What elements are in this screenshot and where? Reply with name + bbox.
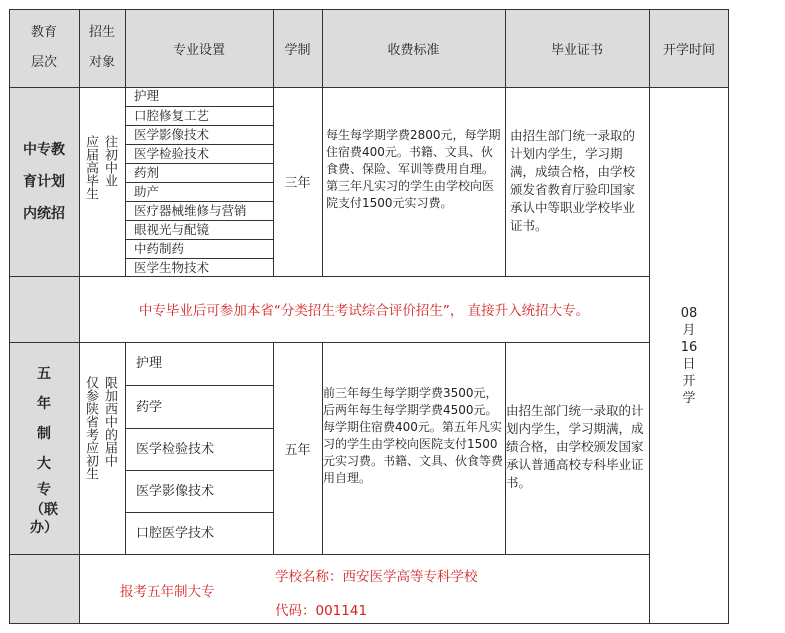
- wunian-level-line7: 办）: [30, 520, 58, 536]
- footer-school-code: 代码：001141: [275, 603, 368, 619]
- zhongzhuan-major-item: 药剂: [126, 163, 273, 182]
- zhongzhuan-major-item: 护理: [134, 88, 160, 103]
- start-time: [649, 87, 729, 624]
- zhongzhuan-target-col2: 往初中业: [102, 135, 117, 187]
- header-major: 专业设置: [172, 42, 225, 58]
- zhongzhuan-level-line3: 内统招: [23, 205, 65, 222]
- wunian-major-item: 医学检验技术: [126, 428, 273, 470]
- wunian-level-line5: 专: [37, 482, 51, 498]
- wunian-level-line6: （联: [30, 502, 58, 518]
- zhongzhuan-major-item: 医疗器械维修与营销: [126, 201, 273, 220]
- zhongzhuan-major-item: 口腔修复工艺: [126, 106, 273, 125]
- wunian-level-line1: 五: [37, 366, 51, 382]
- zhongzhuan-duration: 三年: [284, 176, 311, 191]
- rule-h4: [9, 554, 649, 555]
- zhongzhuan-level: [9, 87, 79, 276]
- header-level-line2: 层次: [30, 55, 57, 70]
- wunian-target-col2: 限加西中的届中: [102, 376, 117, 467]
- wunian-level: [9, 342, 79, 554]
- wunian-level-line3: 制: [37, 426, 51, 442]
- zhongzhuan-target-col1: 应届高毕生: [83, 135, 98, 200]
- start-time-kai: 开: [682, 373, 696, 389]
- wunian-major-item: 口腔医学技术: [126, 512, 273, 554]
- zhongzhuan-major-item: 助产: [126, 182, 273, 201]
- zhongzhuan-fee: 每生每学期学费2800元，每学期住宿费400元。书籍、文具、伙食费、保险、军训等费用自理。第三年凡实习的学生由学校向医院支付1500元实习费。: [326, 128, 501, 210]
- header-level: [9, 9, 79, 87]
- wunian-major-item: 药学: [126, 385, 273, 428]
- header-target-line2: 对象: [88, 55, 115, 70]
- zhongzhuan-major-item: 医学检验技术: [126, 144, 273, 163]
- start-time-day-char: 日: [682, 356, 696, 372]
- start-time-xue: 学: [682, 390, 696, 406]
- zhongzhuan-major-item: 医学生物技术: [126, 258, 273, 277]
- wunian-target: [79, 342, 125, 554]
- wunian-major-item: 护理: [136, 356, 163, 371]
- wunian-target-col1: 仅参陕省考应初生: [83, 376, 98, 480]
- zhongzhuan-major-item: 医学影像技术: [126, 125, 273, 144]
- wunian-fee: 前三年每生每学期学费3500元，后两年每生每学期学费4500元。每学期住宿费400元。第五年凡实习的学生由学校向医院支付1500元实习费。书籍、文具、伙食等费用自理。: [323, 386, 504, 485]
- header-fee: 收费标准: [387, 42, 440, 58]
- zhongzhuan-target: [79, 87, 125, 276]
- start-time-month-num: 08: [680, 305, 698, 321]
- footer-exam-label: 报考五年制大专: [120, 584, 215, 600]
- wunian-certificate: 由招生部门统一录取的计划内学生，学习期满，成绩合格，由学校颁发国家承认普通高校专科毕业证书。: [506, 403, 644, 490]
- header-certificate: 毕业证书: [550, 42, 603, 58]
- footer-school-name: 学校名称：西安医学高等专科学校: [275, 569, 478, 585]
- header-start-time: 开学时间: [662, 42, 715, 58]
- wunian-duration: 五年: [284, 442, 311, 458]
- zhongzhuan-certificate: 由招生部门统一录取的计划内学生，学习期满，成绩合格，由学校颁发省教育厅验印国家承认中等职业学校毕业证书。: [510, 128, 636, 233]
- notice-text: 中专毕业后可参加本省“分类招生考试综合评价招生”， 直接升入统招大专。: [138, 303, 590, 319]
- zhongzhuan-level-line2: 育计划: [23, 173, 65, 190]
- zhongzhuan-major-item: 眼视光与配镜: [126, 220, 273, 239]
- wunian-level-line2: 年: [37, 396, 51, 412]
- wunian-major-item: 医学影像技术: [126, 470, 273, 512]
- start-time-day-num: 16: [680, 339, 698, 355]
- header-target-line1: 招生: [88, 25, 115, 40]
- wunian-level-line4: 大: [37, 456, 51, 472]
- zhongzhuan-level-line1: 中专教: [23, 141, 65, 158]
- header-target: [79, 9, 125, 87]
- header-duration: 学制: [284, 42, 311, 58]
- start-time-month-char: 月: [682, 322, 696, 338]
- zhongzhuan-major-item: 中药制药: [126, 239, 273, 258]
- header-level-line1: 教育: [30, 25, 57, 40]
